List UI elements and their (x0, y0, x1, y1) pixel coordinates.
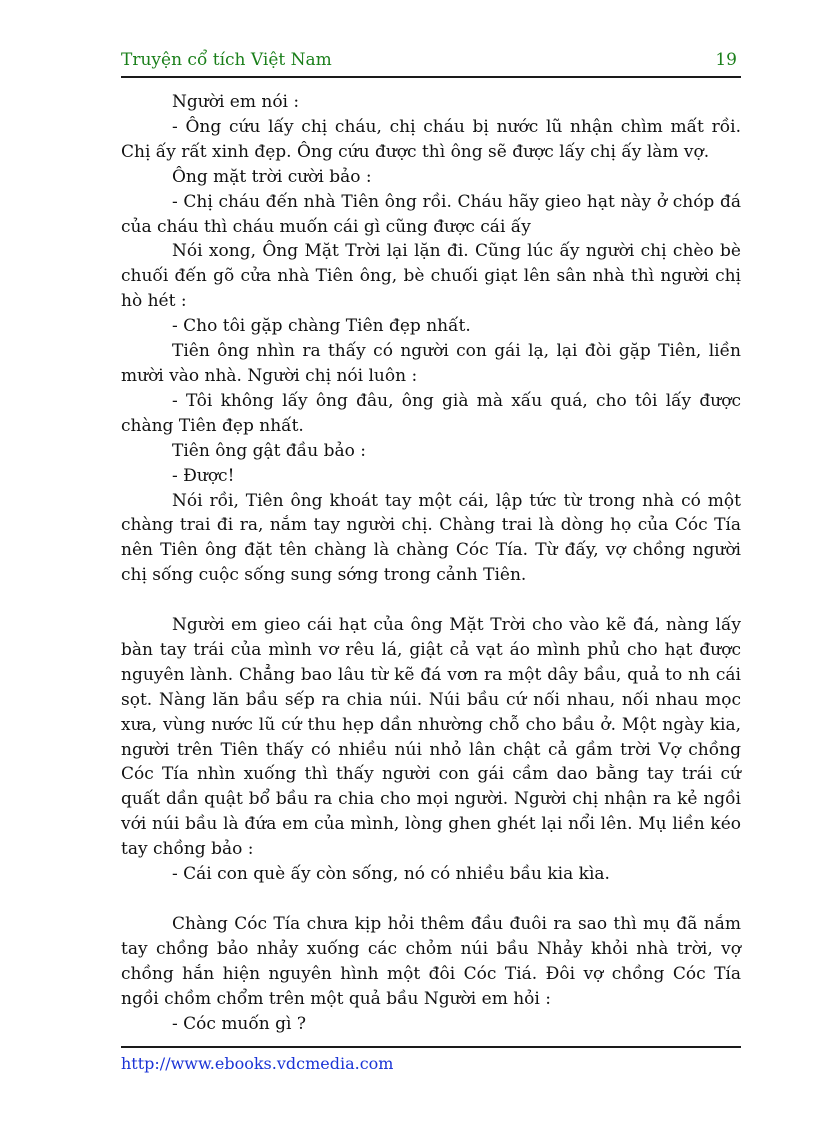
page-header (121, 50, 741, 74)
paragraph: - Được! (172, 465, 235, 486)
paragraph: - Cái con què ấy còn sống, nó có nhiều bầu kia kìa. (172, 864, 610, 885)
paragraph: - Cho tôi gặp chàng Tiên đẹp nhất. (172, 316, 471, 337)
paragraph: Người em gieo cái hạt của ông Mặt Trời cho vào kẽ đá, nàng lấy bàn tay trái của mình vơ rêu lá, giật cả vạt áo mình phủ cho hạt được nguyên lành. Chẳng bao lâu từ kẽ đá vơn ra một dây bầu, quả to nh cái sọt. Nàng lăn bầu sếp ra chia núi. Núi bầu cứ nối nhau, nối nhau mọc xưa, vùng nước lũ cứ thu hẹp dần nhường chỗ cho bầu ở. Một ngày kia, người trên Tiên thấy có nhiều núi nhỏ lân chật cả gầm trời Vợ chồng Cóc Tía nhìn xuống thì thấy người con gái cầm dao bằng tay trái cứ quất dần quật bổ bầu ra chia cho mọi người. Người chị nhận ra kẻ ngồi với núi bầu là đứa em của mình, lòng ghen ghét lại nổi lên. Mụ liền kéo tay chồng bảo : (121, 615, 741, 860)
paragraph: - Chị cháu đến nhà Tiên ông rồi. Cháu hãy gieo hạt này ở chóp đá của cháu thì cháu muốn cái gì cũng được cái ấy (121, 191, 741, 237)
paragraph: Chàng Cóc Tía chưa kịp hỏi thêm đầu đuôi ra sao thì mụ đã nắm tay chồng bảo nhảy xuống các chỏm núi bầu Nhảy khỏi nhà trời, vợ chồng hắn hiện nguyên hình một đôi Cóc Tiá. Đôi vợ chồng Cóc Tía ngồi chồm chổm trên một quả bầu Người em hỏi : (121, 913, 741, 1009)
story-text (121, 90, 741, 1036)
website-link[interactable]: http://www.ebooks.vdcmedia.com (121, 1054, 394, 1073)
paragraph: Người em nói : (172, 92, 300, 112)
paragraph: Ông mặt trời cười bảo : (172, 166, 372, 187)
paragraph: Nói rồi, Tiên ông khoát tay một cái, lập tức từ trong nhà có một chàng trai đi ra, nắm tay người chị. Chàng trai là dòng họ của Cóc Tía nên Tiên ông đặt tên chàng là chàng Cóc Tía. Từ đấy, vợ chồng người chị sống cuộc sống sung sớng trong cảnh Tiên. (121, 490, 741, 586)
paragraph: Tiên ông nhìn ra thấy có người con gái lạ, lại đòi gặp Tiên, liền mười vào nhà. Người chị nói luôn : (121, 341, 741, 386)
paragraph: - Tôi không lấy ông đâu, ông già mà xấu quá, cho tôi lấy được chàng Tiên đẹp nhất. (121, 390, 741, 436)
paragraph: - Ông cứu lấy chị cháu, chị cháu bị nước lũ nhận chìm mất rồi. Chị ấy rất xinh đẹp. Ông cứu được thì ông sẽ được lấy chị ấy làm vợ. (121, 116, 741, 162)
paragraph: - Cóc muốn gì ? (172, 1013, 306, 1034)
page-number: 19 (715, 50, 737, 70)
book-title: Truyện cổ tích Việt Nam (121, 50, 332, 70)
paragraph: Tiên ông gật đầu bảo : (172, 440, 366, 461)
paragraph-gap (121, 887, 741, 912)
header-divider (121, 76, 741, 78)
paragraph: Nói xong, Ông Mặt Trời lại lặn đi. Cũng lúc ấy người chị chèo bè chuối đến gõ cửa nhà Tiên ông, bè chuối giạt lên sân nhà thì người chị hò hét : (121, 241, 741, 312)
footer-divider (121, 1046, 741, 1048)
paragraph-gap (121, 588, 741, 613)
